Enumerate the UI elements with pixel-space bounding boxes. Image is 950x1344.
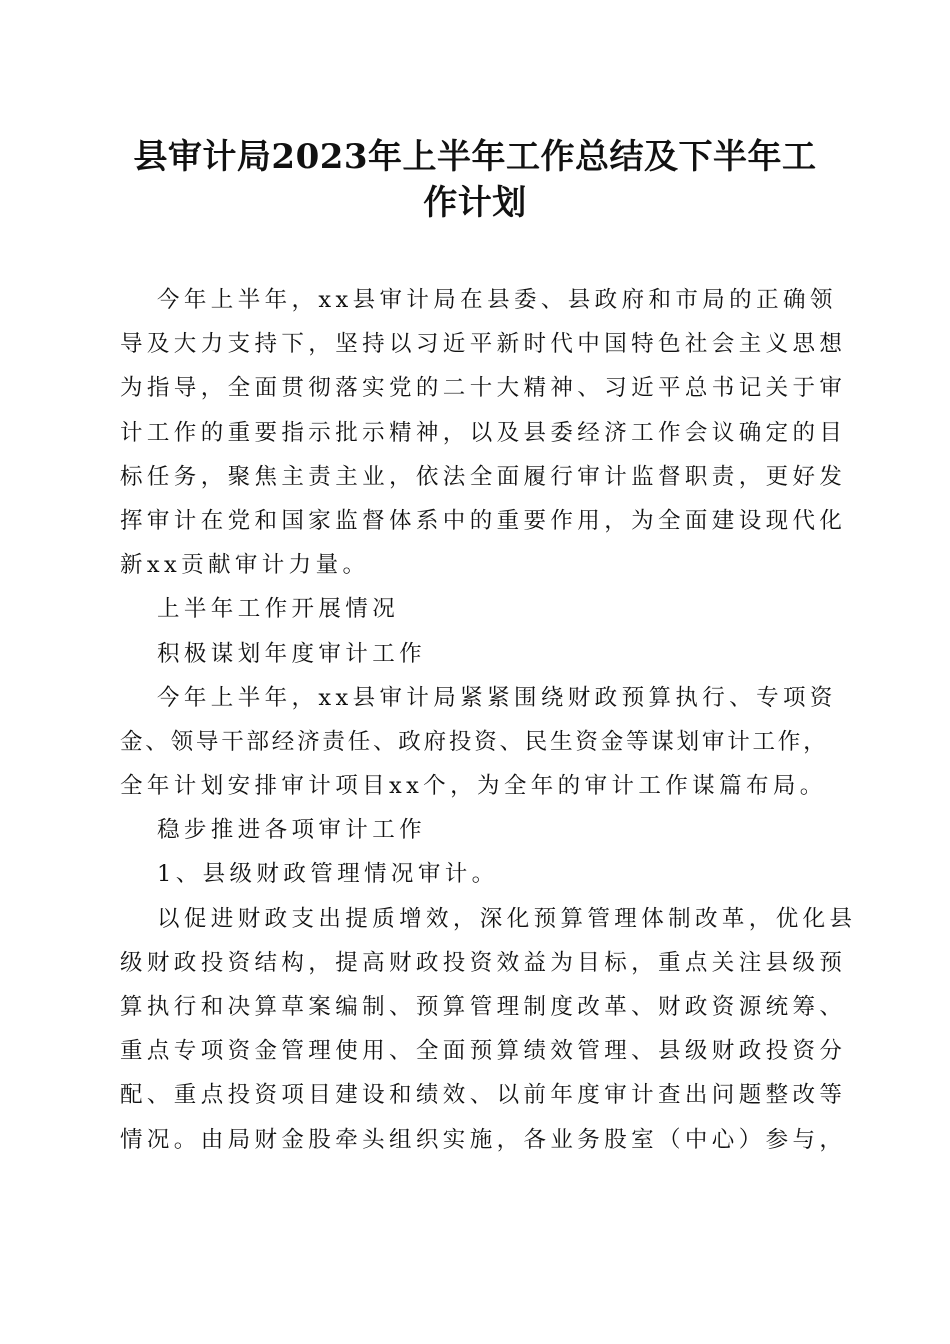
paragraph-line: 今年上半年，xx县审计局在县委、县政府和市局的正确领: [157, 287, 837, 313]
paragraph-line: 以促进财政支出提质增效，深化预算管理体制改革，优化县: [157, 905, 857, 932]
subsection-heading: 积极谋划年度审计工作: [157, 640, 427, 667]
paragraph-line: 为指导，全面贯彻落实党的二十大精神、习近平总书记关于审: [120, 375, 847, 402]
subsection-heading: 稳步推进各项审计工作: [157, 817, 427, 844]
paragraph-line: 重点专项资金管理使用、全面预算绩效管理、县级财政投资分: [120, 1038, 847, 1065]
paragraph-line: 今年上半年，xx县审计局紧紧围绕财政预算执行、专项资: [157, 684, 837, 711]
paragraph-line: 标任务，聚焦主责主业，依法全面履行审计监督职责，更好发: [120, 463, 847, 490]
document-body: [120, 278, 857, 1162]
paragraph-line: 金、领导干部经济责任、政府投资、民生资金等谋划审计工作，: [120, 728, 829, 755]
document-title: [100, 134, 850, 226]
section-heading: 上半年工作开展情况: [157, 596, 400, 623]
paragraph-line: 导及大力支持下，坚持以习近平新时代中国特色社会主义思想: [120, 331, 847, 358]
title-line: 县审计局2023年上半年工作总结及下半年工: [133, 137, 817, 177]
paragraph-line: 全年计划安排审计项目xx个，为全年的审计工作谋篇布局。: [120, 773, 827, 800]
item-heading: 1、县级财政管理情况审计。: [157, 861, 499, 888]
paragraph-line: 级财政投资结构，提高财政投资效益为目标，重点关注县级预: [120, 949, 847, 976]
paragraph-line: 配、重点投资项目建设和绩效、以前年度审计查出问题整改等: [120, 1082, 847, 1109]
paragraph-line: 情况。由局财金股牵头组织实施，各业务股室（中心）参与，: [120, 1126, 847, 1153]
paragraph-line: 算执行和决算草案编制、预算管理制度改革、财政资源统筹、: [120, 994, 847, 1020]
paragraph-line: 计工作的重要指示批示精神，以及县委经济工作会议确定的目: [120, 419, 847, 446]
title-line: 作计划: [423, 183, 527, 223]
paragraph-line: 挥审计在党和国家监督体系中的重要作用，为全面建设现代化: [120, 507, 847, 534]
paragraph-line: 新xx贡献审计力量。: [120, 552, 370, 579]
